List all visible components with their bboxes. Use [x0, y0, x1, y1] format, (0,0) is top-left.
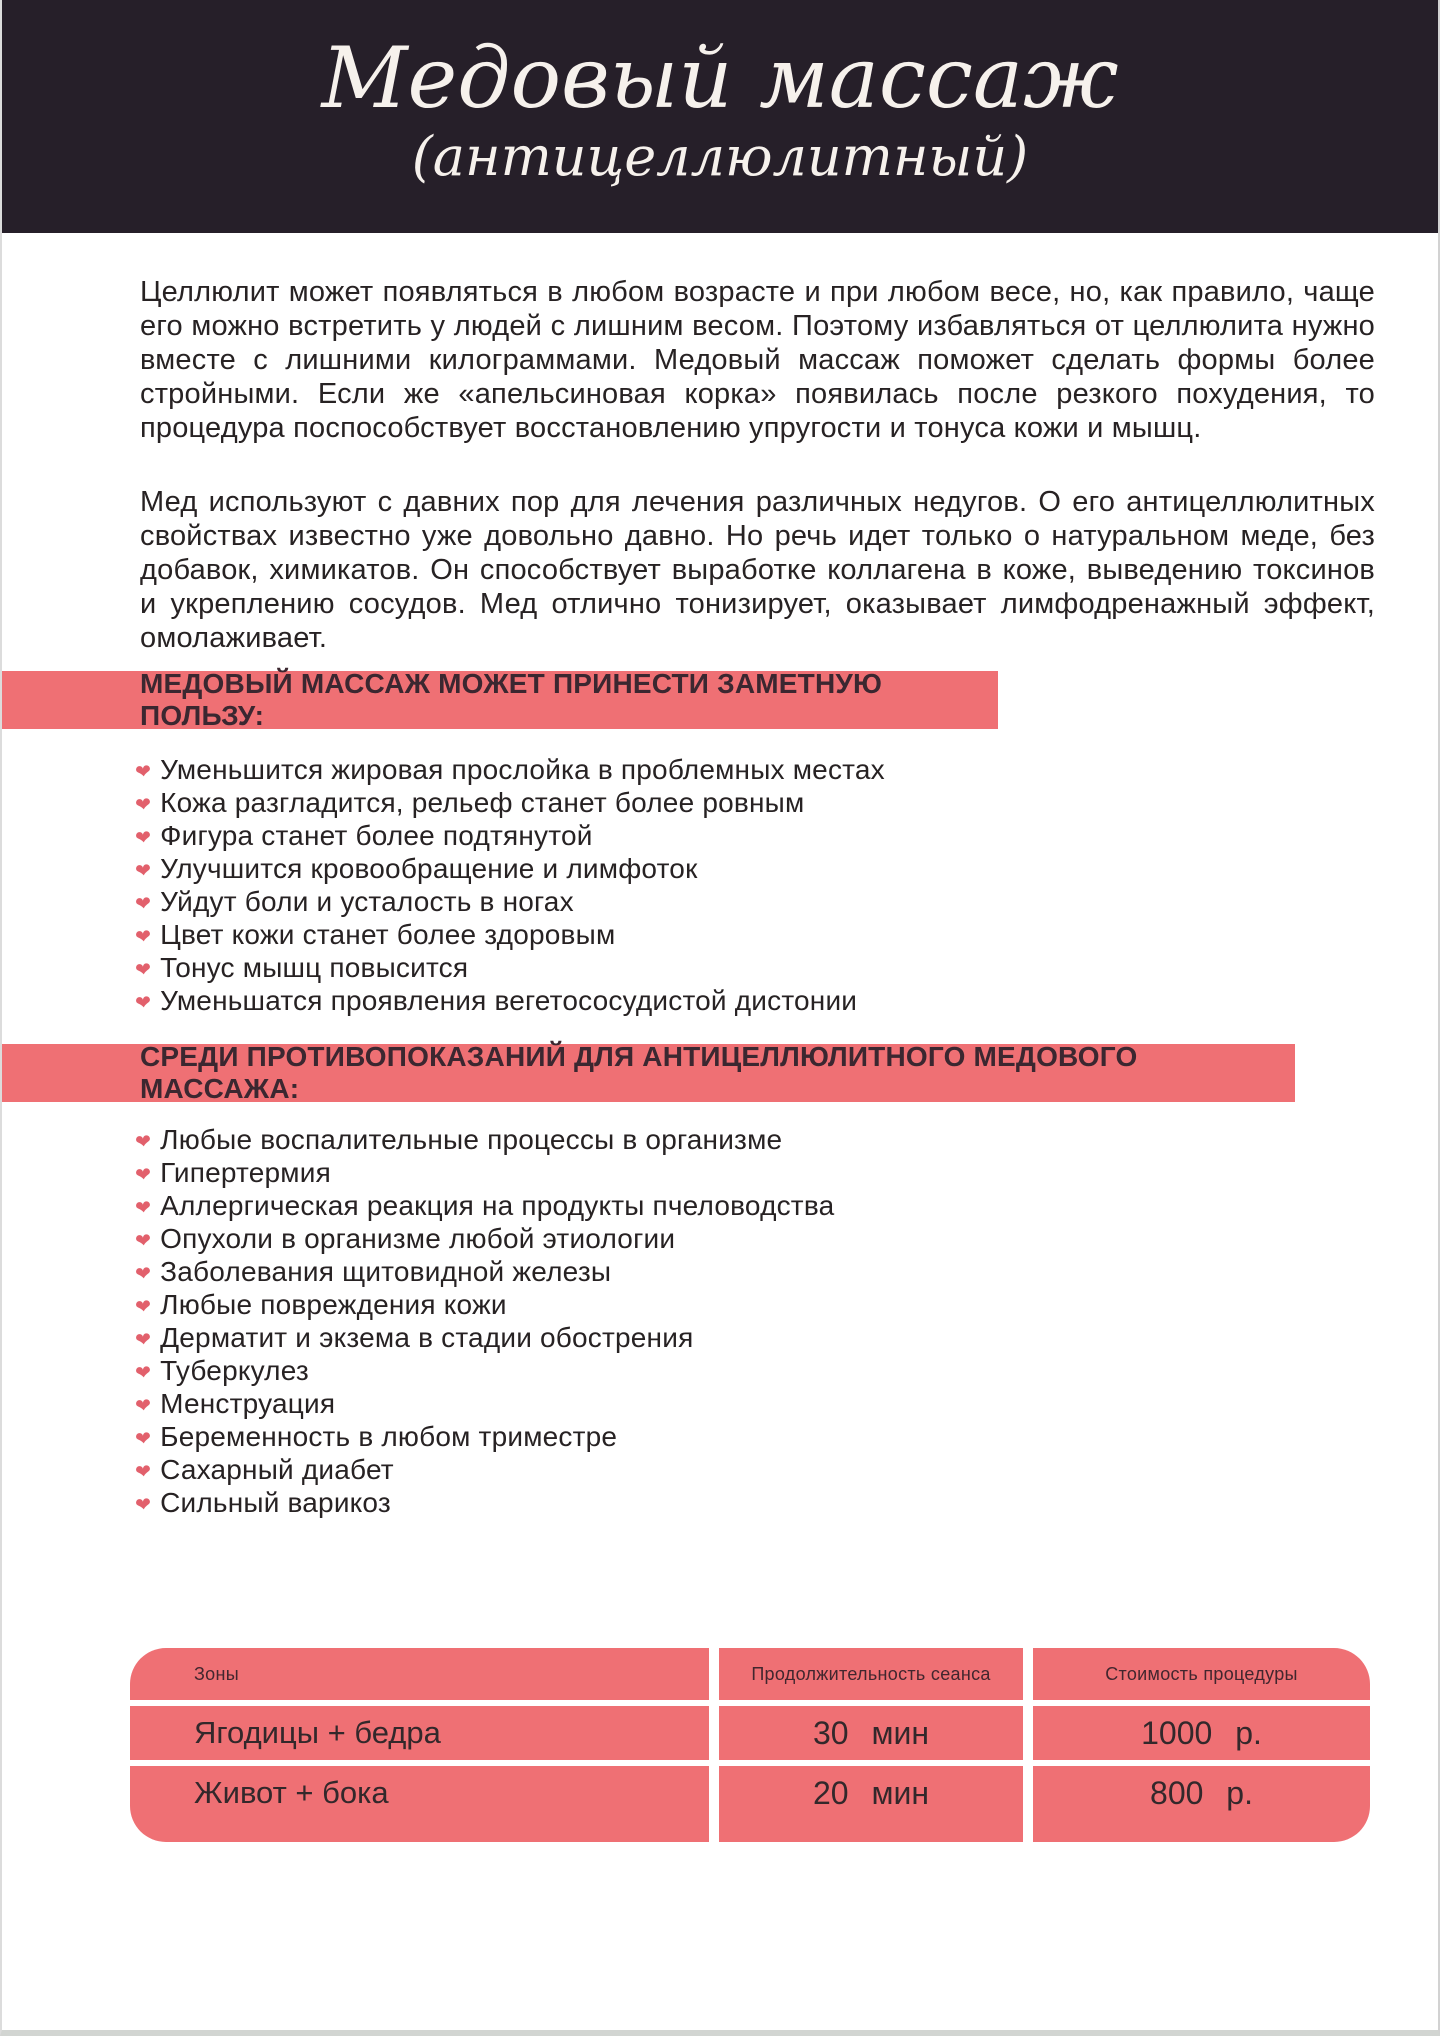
table-cell-duration: 20 мин [719, 1766, 1023, 1842]
table-cell-zone: Живот + бока [130, 1766, 709, 1842]
list-item [135, 1486, 1438, 1519]
list-item [135, 1123, 1438, 1156]
list-item-text: Цвет кожи станет более здоровым [160, 918, 616, 950]
list-item-text: Дерматит и экзема в стадии обострения [160, 1321, 694, 1353]
section-heading-text: СРЕДИ ПРОТИВОПОКАЗАНИЙ ДЛЯ АНТИЦЕЛЛЮЛИТНОГО МЕДОВОГО МАССАЖА: [140, 1041, 1138, 1104]
heart-icon [133, 917, 152, 951]
list-item-text: Любые повреждения кожи [160, 1288, 507, 1320]
list-item [135, 1420, 1438, 1453]
list-item [135, 1453, 1438, 1486]
list-item-text: Туберкулез [160, 1354, 309, 1386]
list-item [135, 1288, 1438, 1321]
contraindications-list [135, 1123, 1438, 1519]
heart-icon [133, 1221, 152, 1255]
list-item-text: Любые воспалительные процессы в организме [160, 1123, 783, 1155]
list-item-text: Уйдут боли и усталость в ногах [160, 885, 574, 917]
heart-icon [133, 884, 152, 918]
heart-icon [133, 950, 152, 984]
heart-icon [133, 1320, 152, 1354]
heart-icon [133, 1353, 152, 1387]
heart-icon [133, 1188, 152, 1222]
heart-icon [133, 1155, 152, 1189]
list-item [135, 753, 1438, 786]
list-item [135, 918, 1438, 951]
content [2, 275, 1438, 1842]
heart-icon [133, 1485, 152, 1519]
heart-icon [133, 785, 152, 819]
table-cell-price: 800 р. [1033, 1766, 1370, 1842]
list-item [135, 819, 1438, 852]
list-item [135, 951, 1438, 984]
list-item-text: Гипертермия [160, 1156, 331, 1188]
heart-icon [133, 818, 152, 852]
list-item-text: Менструация [160, 1387, 336, 1419]
list-item-text: Фигура станет более подтянутой [160, 819, 593, 851]
list-item-text: Тонус мышц повысится [160, 951, 469, 983]
table-cell-duration: 30 мин [719, 1706, 1023, 1760]
section-heading-contraindications [2, 1041, 1295, 1104]
list-item [135, 852, 1438, 885]
heart-icon [133, 1254, 152, 1288]
table-cell-zone: Ягодицы + бедра [130, 1706, 709, 1760]
heart-icon [133, 1122, 152, 1156]
section-heading-text: МЕДОВЫЙ МАССАЖ МОЖЕТ ПРИНЕСТИ ЗАМЕТНУЮ ПОЛЬЗУ: [140, 668, 883, 731]
heart-icon [133, 752, 152, 786]
list-item-text: Аллергическая реакция на продукты пчеловодства [160, 1189, 835, 1221]
list-item [135, 885, 1438, 918]
heart-icon [133, 1419, 152, 1453]
list-item [135, 1189, 1438, 1222]
list-item-text: Опухоли в организме любой этиологии [160, 1222, 676, 1254]
list-item-text: Сильный варикоз [160, 1486, 391, 1518]
list-item [135, 1222, 1438, 1255]
page-title: Медовый массаж [321, 29, 1119, 127]
list-item-text: Уменьшится жировая прослойка в проблемных местах [160, 753, 885, 785]
list-item [135, 1354, 1438, 1387]
heart-icon [133, 851, 152, 885]
section-heading-benefits [2, 668, 998, 731]
heart-icon [133, 1452, 152, 1486]
list-item-text: Уменьшатся проявления вегетососудистой дистонии [160, 984, 858, 1016]
list-item [135, 1156, 1438, 1189]
table-header-price: Стоимость процедуры [1033, 1648, 1370, 1700]
intro-paragraph: Целлюлит может появляться в любом возрасте и при любом весе, но, как правило, чаще его можно встретить у людей с лишним весом. Поэтому избавляться от целлюлита нужно вместе с лишними килограммами. Медовый массаж поможет сделать формы более стройными. Если же «апельсиновая корка» появилась после резкого похудения, то процедура поспособствует восстановлению упругости и тонуса кожи и мышц. [140, 276, 1375, 444]
hero-banner [2, 0, 1438, 233]
list-item-text: Улучшится кровообращение и лимфоток [160, 852, 698, 884]
list-item [135, 1387, 1438, 1420]
list-item-text: Сахарный диабет [160, 1453, 394, 1485]
list-item-text: Беременность в любом триместре [160, 1420, 618, 1452]
heart-icon [133, 1287, 152, 1321]
list-item [135, 984, 1438, 1017]
price-table [130, 1648, 1370, 1842]
heart-icon [133, 983, 152, 1017]
intro-paragraph: Мед используют с давних пор для лечения различных недугов. О его антицеллюлитных свойствах известно уже довольно давно. Но речь идет только о натуральном меде, без добавок, химикатов. Он способствует выработке коллагена в коже, выведению токсинов и укреплению сосудов. Мед отлично тонизирует, оказывает лимфодренажный эффект, омолаживает. [140, 486, 1375, 654]
list-item-text: Кожа разгладится, рельеф станет более ровным [160, 786, 805, 818]
table-cell-price: 1000 р. [1033, 1706, 1370, 1760]
table-header-zones: Зоны [130, 1648, 709, 1700]
list-item [135, 786, 1438, 819]
list-item [135, 1321, 1438, 1354]
list-item [135, 1255, 1438, 1288]
benefits-list [135, 753, 1438, 1017]
table-header-duration: Продолжительность сеанса [719, 1648, 1023, 1700]
heart-icon [133, 1386, 152, 1420]
page-subtitle: (антицеллюлитный) [411, 125, 1029, 189]
list-item-text: Заболевания щитовидной железы [160, 1255, 612, 1287]
